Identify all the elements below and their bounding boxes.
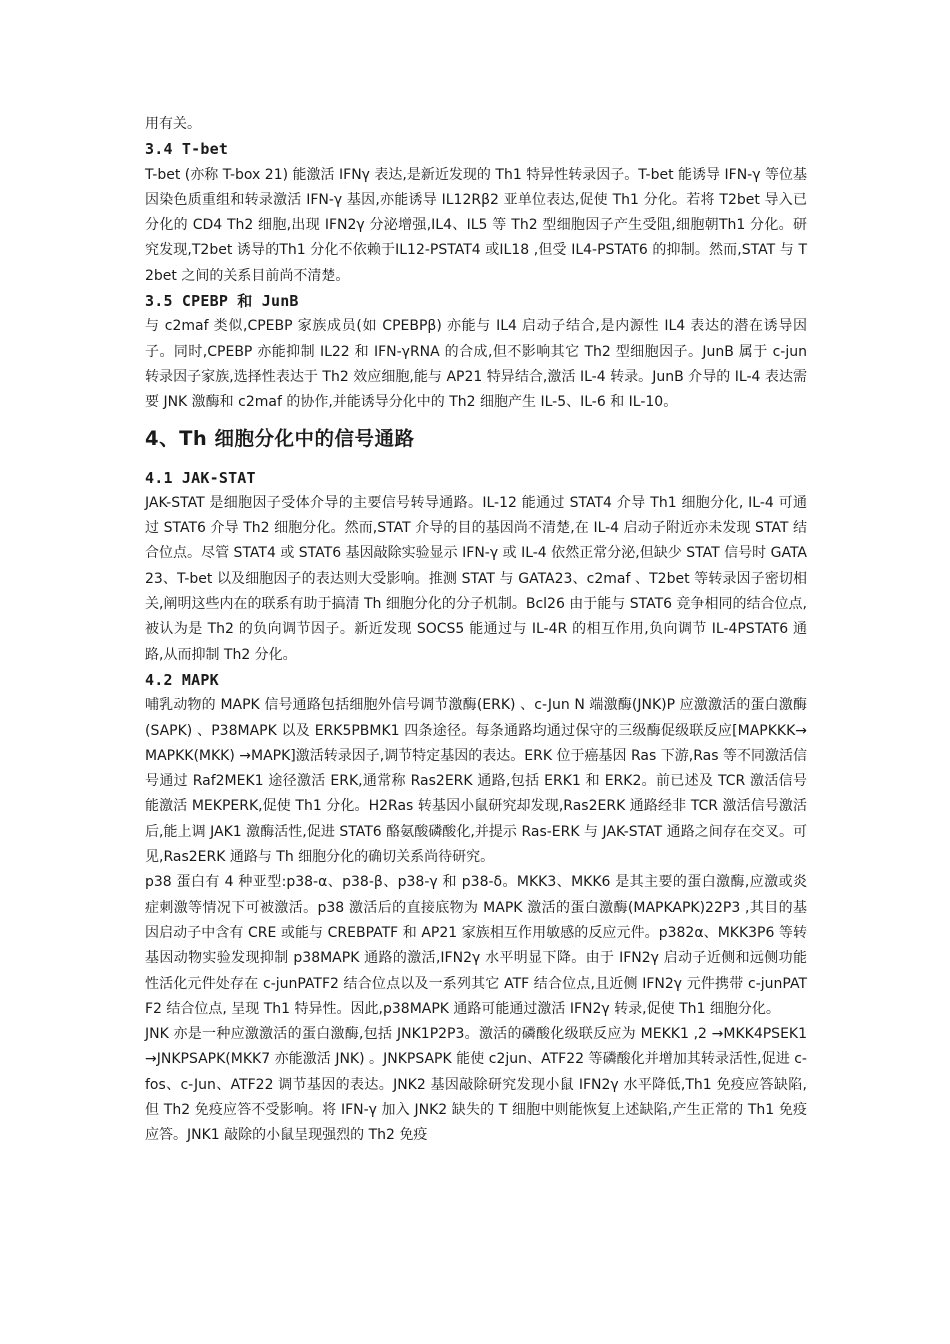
section-4-1-heading: 4.1 JAK-STAT [145, 468, 256, 487]
document-page [145, 112, 807, 1149]
section-4-2-paragraph-2: p38 蛋白有 4 种亚型:p38-α、p38-β、p38-γ 和 p38-δ。MKK3、MKK6 是其主要的蛋白激酶,应激或炎症刺激等情况下可被激活。p38 激活后的直接底物为 MAPK 激活的蛋白激酶(MAPKAPK)22P3 ,其目的基因启动子中含有 CRE 或能与 CREBPATF 和 AP21 家族相互作用敏感的反应元件。p382α、MKK3P6 等转基因动物实验发现抑制 p38MAPK 通路的激活,IFN2γ 水平明显下降。由于 IFN2γ 启动子近侧和远侧功能性活化元件处存在 c-junPATF2 结合位点以及一系列其它 ATF 结合位点,且近侧 IFN2γ 元件携带 c-junPATF2 结合位点, 呈现 Th1 特异性。因此,p38MAPK 通路可能通过激活 IFN2γ 转录,促使 Th1 细胞分化。 [145, 874, 807, 1017]
section-4-2-heading: 4.2 MAPK [145, 670, 219, 689]
section-3-4-heading: 3.4 T-bet [145, 140, 229, 159]
section-3-5-heading: 3.5 CPEBP 和 JunB [145, 292, 299, 311]
section-3-5-paragraph: 与 c2maf 类似,CPEBP 家族成员(如 CPEBPβ) 亦能与 IL4 启动子结合,是内源性 IL4 表达的潜在诱导因子。同时,CPEBP 亦能抑制 IL22 和 IFN-γRNA 的合成,但不影响其它 Th2 型细胞因子。JunB 属于 c-jun 转录因子家族,选择性表达于 Th2 效应细胞,能与 AP21 特异结合,激活 IL-4 转录。JunB 介导的 IL-4 表达需要 JNK 激酶和 c2maf 的协作,并能诱导分化中的 Th2 细胞产生 IL-5、IL-6 和 IL-10。 [145, 318, 807, 411]
section-4-heading: 4、Th 细胞分化中的信号通路 [145, 426, 415, 450]
section-3-4-paragraph: T-bet (亦称 T-box 21) 能激活 IFNγ 表达,是新近发现的 Th1 特异性转录因子。T-bet 能诱导 IFN-γ 等位基因染色质重组和转录激活 IFN-γ 基因,亦能诱导 IL12Rβ2 亚单位表达,促使 Th1 分化。若将 T2bet 导入已分化的 CD4 Th2 细胞,出现 IFN2γ 分泌增强,IL4、IL5 等 Th2 型细胞因子产生受阻,细胞朝Th1 分化。研究发现,T2bet 诱导的Th1 分化不依赖于IL12-PSTAT4 或IL18 ,但受 IL4-PSTAT6 的抑制。然而,STAT 与 T2bet 之间的关系目前尚不清楚。 [145, 166, 807, 284]
section-4-2-paragraph-1: 哺乳动物的 MAPK 信号通路包括细胞外信号调节激酶(ERK) 、c-Jun N 端激酶(JNK)P 应激激活的蛋白激酶(SAPK) 、P38MAPK 以及 ERK5PBMK1 四条途径。每条通路均通过保守的三级酶促级联反应[MAPKKK→MAPKK(MKK) →MAPK]激活转录因子,调节特定基因的表达。ERK 位于癌基因 Ras 下游,Ras 等不同激活信号通过 Raf2MEK1 途径激活 ERK,通常称 Ras2ERK 通路,包括 ERK1 和 ERK2。前已述及 TCR 激活信号能激活 MEKPERK,促使 Th1 分化。H2Ras 转基因小鼠研究却发现,Ras2ERK 通路经非 TCR 激活信号激活后,能上调 JAK1 激酶活性,促进 STAT6 酪氨酸磷酸化,并提示 Ras-ERK 与 JAK-STAT 通路之间存在交叉。可见,Ras2ERK 通路与 Th 细胞分化的确切关系尚待研究。 [145, 697, 807, 866]
intro-fragment: 用有关。 [145, 116, 201, 132]
section-4-1-paragraph: JAK-STAT 是细胞因子受体介导的主要信号转导通路。IL-12 能通过 STAT4 介导 Th1 细胞分化, IL-4 可通过 STAT6 介导 Th2 细胞分化。然而,STAT 介导的目的基因尚不清楚,在 IL-4 启动子附近亦未发现 STAT 结合位点。尽管 STAT4 或 STAT6 基因敲除实验显示 IFN-γ 或 IL-4 依然正常分泌,但缺少 STAT 信号时 GATA23、T-bet 以及细胞因子的表达则大受影响。推测 STAT 与 GATA23、c2maf 、T2bet 等转录因子密切相关,阐明这些内在的联系有助于搞清 Th 细胞分化的分子机制。Bcl26 由于能与 STAT6 竞争相同的结合位点,被认为是 Th2 的负向调节因子。新近发现 SOCS5 能通过与 IL-4R 的相互作用,负向调节 IL-4PSTAT6 通路,从而抑制 Th2 分化。 [145, 494, 807, 663]
section-4-2-paragraph-3: JNK 亦是一种应激激活的蛋白激酶,包括 JNK1P2P3。激活的磷酸化级联反应为 MEKK1 ,2 →MKK4PSEK1 →JNKPSAPK(MKK7 亦能激活 JNK) 。JNKPSAPK 能使 c2jun、ATF22 等磷酸化并增加其转录活性,促进 c-fos、c-Jun、ATF22 调节基因的表达。JNK2 基因敲除研究发现小鼠 IFN2γ 水平降低,Th1 免疫应答缺陷,但 Th2 免疫应答不受影响。将 IFN-γ 加入 JNK2 缺失的 T 细胞中则能恢复上述缺陷,产生正常的 Th1 免疫应答。JNK1 敲除的小鼠呈现强烈的 Th2 免疫 [145, 1026, 807, 1144]
